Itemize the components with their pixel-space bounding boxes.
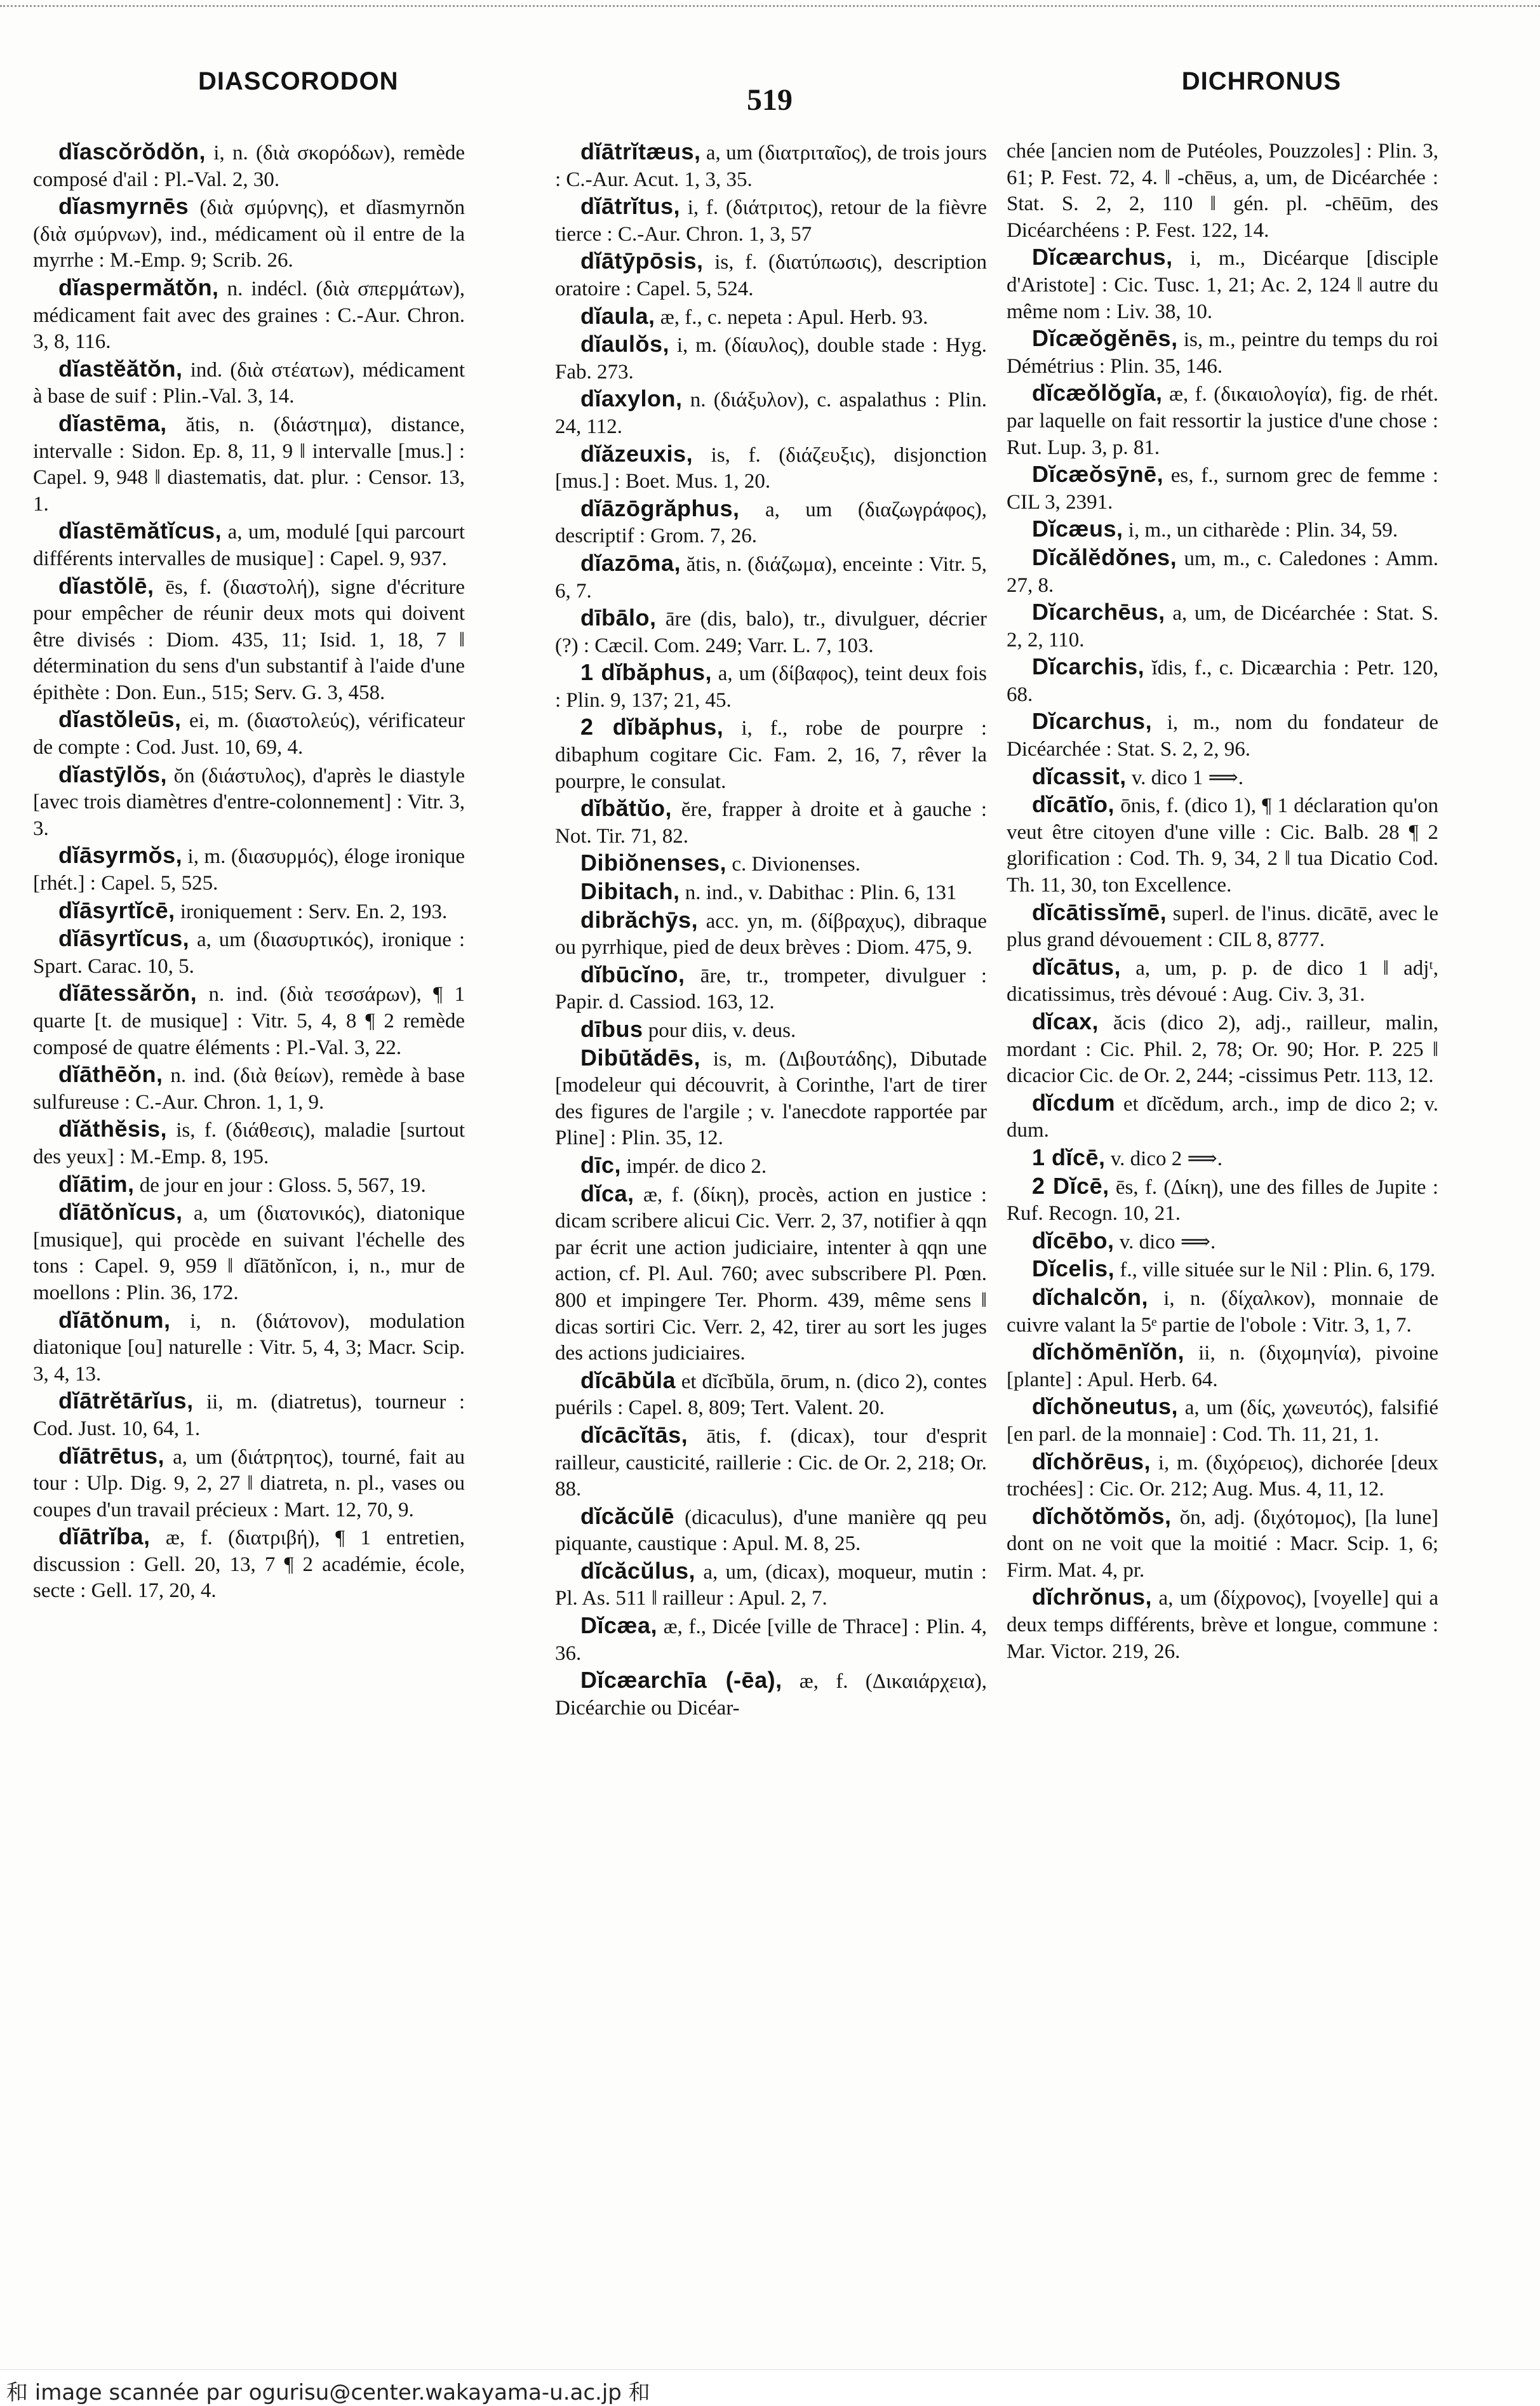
entry-headword: dĭātrĭtus,: [580, 193, 681, 220]
entry-definition: superl. de l'inus. dicātē, avec le plus grand dévouement : CIL 8, 8777.: [1007, 902, 1438, 952]
entry-definition: ĕre, frapper à droite et à gauche : Not. Tir. 71, 82.: [555, 798, 987, 848]
dictionary-entry: [33, 573, 465, 707]
entry-headword: Dibiŏnenses,: [580, 850, 727, 876]
entry-definition: æ, f., Dicée [ville de Thrace] : Plin. 4, 36.: [555, 1615, 987, 1665]
dictionary-entry: [33, 980, 465, 1061]
entry-definition: n. ind. (διὰ τεσσάρων), ¶ 1 quarte [t. de musique] : Vitr. 5, 4, 8 ¶ 2 remède composé de quatre éléments : Pl.-Val. 3, 22.: [33, 983, 465, 1059]
dictionary-entry: [555, 850, 987, 878]
dictionary-entry: [555, 659, 987, 714]
entry-definition: c. Divionenses.: [726, 853, 860, 876]
dictionary-entry: [555, 385, 987, 440]
entry-definition: i, n. (δίχαλκον), monnaie de cuivre valant la 5ᵉ partie de l'obole : Vitr. 3, 1, 7.: [1007, 1287, 1438, 1337]
entry-headword: dĭbūcĭno,: [580, 961, 685, 987]
entry-headword: dĭāsyrtĭcus,: [58, 925, 190, 952]
entry-definition: i, m., nom du fondateur de Dicéarchée : Stat. S. 2, 2, 96.: [1007, 711, 1438, 761]
entry-headword: dibrăchȳs,: [580, 906, 699, 933]
dictionary-entry: [1007, 653, 1438, 708]
entry-headword: 2 Dĭcē,: [1032, 1172, 1109, 1199]
dictionary-entry: [33, 1307, 465, 1388]
dictionary-entry: [1007, 708, 1438, 763]
entry-headword: dĭcæŏlŏgĭa,: [1032, 380, 1163, 406]
entry-definition: æ, f. (δίκη), procès, action en justice : dicam scribere alicui Cic. Verr. 2, 37, notifier à qqn par écrit une action judiciaire, intenter à qqn une action, cf. Pl. Aul. 760; avec subscribere Pl. Pœn. 800 et impingere Ter. Phorm. 439, même sens ‖ dicas sortiri Cic. Verr. 2, 42, tirer au sort les juges des actions judiciaires.: [555, 1183, 987, 1365]
dictionary-entry: [555, 1367, 987, 1422]
entry-definition: pour diis, v. deus.: [643, 1019, 796, 1042]
entry-headword: dĭca,: [580, 1180, 634, 1206]
entry-headword: dĭaula,: [580, 302, 655, 329]
entry-headword: 1 dĭcē,: [1032, 1144, 1106, 1170]
entry-definition: a, um (διατονικός), diatonique [musique], qui procède en suivant l'échelle des tons : Capel. 9, 959 ‖ dĭātŏnĭcon, i, n., mur de moellons : Plin. 36, 172.: [33, 1202, 465, 1304]
entry-definition: ironiquement : Serv. En. 2, 193.: [175, 900, 448, 923]
entry-headword: dĭāsyrmŏs,: [58, 842, 183, 869]
dictionary-entry: [555, 1180, 987, 1367]
dictionary-entry: [33, 518, 465, 572]
entry-headword: dīc,: [580, 1151, 622, 1178]
right-running-head: DICHRONUS: [1181, 67, 1341, 95]
entry-headword: dĭcax,: [1032, 1008, 1099, 1034]
entry-headword: dĭcātĭo,: [1032, 791, 1115, 818]
entry-definition: a, um, modulé [qui parcourt différents intervalles de musique] : Capel. 9, 937.: [33, 521, 465, 570]
dictionary-entry: [1007, 1503, 1438, 1584]
dictionary-entry: [555, 550, 987, 605]
dictionary-entry: [555, 795, 987, 850]
dictionary-entry: [1007, 1448, 1438, 1503]
dictionary-entry: [1007, 1090, 1438, 1144]
dictionary-entry: [33, 1523, 465, 1605]
entry-headword: dĭăzeuxis,: [580, 440, 693, 467]
entry-headword: Dĭcæŏsȳnē,: [1032, 461, 1164, 488]
entry-definition: ĭdis, f., c. Dicæarchia : Petr. 120, 68.: [1007, 657, 1438, 706]
entry-headword: dĭātessărŏn,: [58, 980, 198, 1006]
dictionary-column-2: [555, 138, 987, 1721]
entry-definition: n. (διάξυλον), c. aspalathus : Plin. 24, 112.: [555, 389, 987, 438]
entry-definition: æ, f., c. nepeta : Apul. Herb. 93.: [655, 305, 928, 329]
dictionary-entry: [1007, 791, 1438, 899]
entry-headword: dĭātrĭba,: [58, 1523, 151, 1550]
entry-headword: dĭcācĭtās,: [580, 1421, 688, 1448]
entry-definition: is, m. (Διβουτάδης), Dibutade [modeleur qui découvrit, à Corinthe, l'art de tirer des figures de l'argile ; v. l'anecdote rapportée par Pline] : Plin. 35, 12.: [555, 1047, 987, 1150]
entry-headword: dĭazōma,: [580, 549, 681, 576]
left-running-head: DIASCORODON: [198, 67, 399, 95]
entry-definition: es, f., surnom grec de femme : CIL 3, 2391.: [1007, 464, 1438, 514]
dictionary-entry: [33, 1443, 465, 1524]
entry-definition: a, um (διατριταῖος), de trois jours : C.-Aur. Acut. 1, 3, 35.: [555, 142, 987, 191]
dictionary-entry: [33, 897, 465, 926]
entry-headword: dĭchalcŏn,: [1032, 1283, 1149, 1310]
scan-credit-text: 和 image scannée par ogurisu@center.wakayama-u.ac.jp 和: [6, 2380, 650, 2405]
entry-definition: acc. yn, m. (δίβραχυς), dibraque ou pyrrhique, pied de deux brèves : Diom. 475, 9.: [555, 909, 987, 959]
entry-headword: dĭchrŏnus,: [1032, 1584, 1153, 1610]
entry-definition: æ, f. (διατριβή), ¶ 1 entretien, discussion : Gell. 20, 13, 7 ¶ 2 académie, école, secte : Gell. 17, 20, 4.: [33, 1527, 465, 1603]
dictionary-entry: [1007, 599, 1438, 653]
dictionary-entry: [1007, 516, 1438, 544]
entry-headword: dĭastĕătŏn,: [58, 355, 183, 382]
dictionary-entry: [33, 193, 465, 274]
dictionary-entry: [33, 1116, 465, 1170]
entry-headword: dĭātȳpōsis,: [580, 248, 704, 274]
entry-headword: Dĭcălĕdŏnes,: [1032, 544, 1177, 570]
dictionary-entry: [33, 274, 465, 356]
dictionary-entry: [555, 878, 987, 907]
dictionary-entry: [1007, 244, 1438, 325]
entry-headword: dĭāthēŏn,: [58, 1061, 163, 1088]
entry-headword: dĭcăcŭlus,: [580, 1557, 696, 1584]
entry-headword: Dĭcæarchus,: [1032, 244, 1173, 271]
entry-headword: 2 dĭbăphus,: [580, 714, 724, 740]
entry-headword: dībālo,: [580, 605, 657, 631]
entry-definition: de jour en jour : Gloss. 5, 567, 19.: [134, 1173, 426, 1197]
dictionary-entry: [1007, 1008, 1438, 1090]
dictionary-entry: [555, 605, 987, 659]
dictionary-entry: [555, 1667, 987, 1721]
entry-headword: Dĭcelis,: [1032, 1255, 1115, 1282]
dictionary-entry: [555, 1612, 987, 1667]
dictionary-entry: [33, 706, 465, 761]
entry-headword: dĭcdum: [1032, 1089, 1116, 1116]
entry-definition: ii, n. (διχομηνία), pivoine [plante] : Apul. Herb. 64.: [1007, 1342, 1438, 1391]
entry-definition: a, um (διασυρτικός), ironique : Spart. Carac. 10, 5.: [33, 928, 465, 978]
entry-headword: dĭcassit,: [1032, 763, 1127, 789]
dictionary-entry: [33, 410, 465, 518]
entry-headword: dĭastēma,: [58, 410, 167, 436]
entry-definition: a, um, (dicax), moqueur, mutin : Pl. As. 511 ‖ railleur : Apul. 2, 7.: [555, 1560, 987, 1610]
entry-definition: a, um (διαζωγράφος), descriptif : Grom. 7, 26.: [555, 498, 987, 548]
dictionary-entry: [555, 495, 987, 550]
entry-definition: is, m., peintre du temps du roi Démétrius : Plin. 35, 146.: [1007, 328, 1438, 378]
entry-definition: ii, m. (diatretus), tourneur : Cod. Just. 10, 64, 1.: [33, 1391, 465, 1440]
dictionary-entry: [555, 714, 987, 795]
entry-definition: a, um, de Dicéarchée : Stat. S. 2, 2, 110.: [1007, 602, 1438, 652]
dictionary-column-3: [1007, 138, 1438, 1665]
entry-definition: æ, f. (δικαιολογία), fig. de rhét. par laquelle on fait ressortir la justice d'une chose : Rut. Lup. 3, p. 81.: [1007, 383, 1438, 459]
entry-headword: Dĭcæarchīa (-ēa),: [580, 1667, 782, 1694]
dictionary-entry: [555, 907, 987, 961]
dictionary-entry: [1007, 954, 1438, 1008]
entry-headword: dĭāsyrtĭcē,: [58, 897, 175, 923]
entry-definition: a, um (δίς, χωνευτός), falsifié [en parl. de la monnaie] : Cod. Th. 11, 21, 1.: [1007, 1396, 1438, 1446]
dictionary-entry: [555, 1045, 987, 1152]
entry-headword: dĭaspermătŏn,: [58, 274, 219, 300]
dictionary-entry: [1007, 1393, 1438, 1448]
entry-headword: dĭaxylon,: [580, 385, 683, 412]
entry-definition: i, m. (διχόρειος), dichorée [deux trochées] : Cic. Or. 212; Aug. Mus. 4, 11, 12.: [1007, 1451, 1438, 1501]
dictionary-entry: [1007, 1173, 1438, 1227]
entry-headword: Dĭcarchis,: [1032, 653, 1145, 680]
dictionary-entry: [555, 1152, 987, 1180]
dictionary-entry: [1007, 1255, 1438, 1284]
entry-headword: 1 dĭbăphus,: [580, 659, 712, 686]
dictionary-entry: [555, 248, 987, 302]
entry-definition: ēs, f. (διαστολή), signe d'écriture pour empêcher de réunir deux mots qui doivent être divisés : Diom. 435, 11; Isid. 1, 18, 7 ‖ détermination du sens d'un substantif à l'aide d'une épithète : Don. Eun., 515; Serv. G. 3, 458.: [33, 575, 465, 704]
dictionary-entry: [33, 138, 465, 193]
entry-headword: dĭcăcŭlē: [580, 1502, 675, 1529]
entry-definition: ătis, n. (διάζωμα), enceinte : Vitr. 5, 6, 7.: [555, 552, 987, 603]
entry-definition: impér. de dico 2.: [621, 1154, 767, 1178]
entry-definition: ŏn, adj. (διχότομος), [la lune] dont on ne voit que la moitié : Macr. Scip. 1, 6; Firm. Mat. 4, pr.: [1007, 1506, 1438, 1582]
entry-headword: dĭastŏleūs,: [58, 706, 182, 733]
dictionary-column-1: [33, 138, 465, 1605]
entry-definition: i, f., robe de pourpre : dibaphum cogitare Cic. Fam. 2, 16, 7, rêver la pourpre, le consulat.: [555, 717, 987, 793]
dictionary-entry: [1007, 1144, 1438, 1173]
dictionary-entry: [1007, 380, 1438, 461]
scan-credit-footer: [0, 2369, 1540, 2405]
dictionary-entry: [1007, 325, 1438, 380]
entry-definition: et dĭcĕdum, arch., imp de dico 2; v. dum.: [1007, 1092, 1438, 1142]
entry-definition: v. dico 2 ⟹.: [1105, 1147, 1223, 1170]
entry-headword: dĭcābŭla: [580, 1367, 676, 1393]
entry-definition: um, m., c. Caledones : Amm. 27, 8.: [1007, 547, 1438, 597]
entry-definition: chée [ancien nom de Putéoles, Pouzzoles] : Plin. 3, 61; P. Fest. 72, 4. ‖ -chēus, a, um, de Dicéarchée : Stat. S. 2, 2, 110 ‖ gén. pl. -chēūm, des Dicéarchéens : P. Fest. 122, 14.: [1007, 140, 1438, 242]
dictionary-entry: [1007, 1584, 1438, 1665]
entry-definition: ei, m. (διαστολεύς), vérificateur de compte : Cod. Just. 10, 69, 4.: [33, 709, 465, 759]
entry-definition: a, um (δίβαφος), teint deux fois : Plin. 9, 137; 21, 45.: [555, 662, 988, 712]
entry-definition: n. indécl. (διὰ σπερμάτων), médicament fait avec des graines : C.-Aur. Chron. 3, 8, 116.: [33, 277, 465, 354]
dictionary-entry: [555, 961, 987, 1016]
entry-definition: (dicaculus), d'une manière qq peu piquante, caustique : Apul. M. 8, 25.: [555, 1506, 987, 1556]
entry-definition: ŏn (διάστυλος), d'après le diastyle [avec trois diamètres d'entre-colonnement] : Vitr. 3, 3.: [33, 764, 465, 840]
entry-definition: a, um (δίχρονος), [voyelle] qui a deux temps différents, brève et longue, commune : Mar. Victor. 219, 26.: [1007, 1587, 1438, 1663]
entry-headword: dĭchŏtŏmŏs,: [1032, 1502, 1172, 1529]
entry-headword: dĭcātus,: [1032, 953, 1122, 980]
entry-headword: dĭāzōgrăphus,: [580, 495, 740, 521]
entry-definition: v. dico 1 ⟹.: [1126, 766, 1244, 789]
entry-headword: dĭchŏneutus,: [1032, 1393, 1178, 1420]
dictionary-entry: [555, 441, 987, 495]
entry-definition: i, n. (διάτονον), modulation diatonique [ou] naturelle : Vitr. 5, 4, 3; Macr. Scip. 3, 4, 13.: [33, 1309, 465, 1386]
page-header: [198, 67, 1341, 118]
entry-definition: i, n. (διὰ σκορόδων), remède composé d'ail : Pl.-Val. 2, 30.: [33, 142, 465, 191]
dictionary-entry: [1007, 544, 1438, 599]
dictionary-entry: [33, 925, 465, 980]
entry-definition: is, f. (διάθεσις), maladie [surtout des yeux] : M.-Emp. 8, 195.: [33, 1119, 465, 1168]
dictionary-entry: [1007, 1339, 1438, 1393]
entry-headword: dĭātim,: [58, 1170, 135, 1197]
entry-definition: i, f. (διάτριτος), retour de la fièvre tierce : C.-Aur. Chron. 1, 3, 57: [555, 196, 987, 246]
dictionary-entry: [1007, 461, 1438, 516]
entry-definition: æ, f. (Δικαιάρχεια), Dicéarchie ou Dicéar-: [555, 1670, 987, 1720]
entry-headword: dĭātrĭtæus,: [580, 138, 701, 164]
entry-definition: et dĭcĭbŭla, ōrum, n. (dico 2), contes puérils : Capel. 8, 809; Tert. Valent. 20.: [555, 1370, 987, 1420]
entry-headword: Dibitach,: [580, 878, 680, 905]
dictionary-entry: [1007, 763, 1438, 792]
entry-headword: dĭastȳlŏs,: [58, 761, 168, 787]
entry-headword: dĭchŏmēnĭŏn,: [1032, 1339, 1184, 1365]
entry-headword: dĭăthĕsis,: [58, 1116, 168, 1142]
dictionary-entry: [555, 303, 987, 331]
dictionary-entry: [33, 842, 465, 897]
entry-headword: dĭastŏlē,: [58, 572, 154, 599]
entry-definition: i, m., Dicéarque [disciple d'Aristote] : Cic. Tusc. 1, 21; Ac. 2, 124 ‖ autre du même nom : Liv. 38, 10.: [1007, 247, 1438, 323]
entry-headword: dībus: [580, 1016, 643, 1042]
entry-definition: ind. (διὰ στέατων), médicament à base de suif : Plin.-Val. 3, 14.: [33, 358, 465, 408]
dictionary-entry: [33, 1387, 465, 1442]
entry-definition: n. ind. (διὰ θείων), remède à base sulfureuse : C.-Aur. Chron. 1, 1, 9.: [33, 1064, 465, 1114]
entry-definition: n. ind., v. Dabithac : Plin. 6, 131: [680, 881, 957, 905]
dictionary-entry: [33, 1171, 465, 1200]
entry-headword: Dĭcarchus,: [1032, 708, 1153, 735]
dictionary-entry: [555, 1558, 987, 1612]
dictionary-entry: [555, 331, 987, 385]
dictionary-entry: [1007, 1284, 1438, 1339]
entry-definition: i, m. (δίαυλος), double stade : Hyg. Fab. 273.: [555, 334, 987, 384]
dictionary-entry: [555, 138, 987, 193]
entry-headword: dĭbătŭo,: [580, 795, 672, 822]
dictionary-entry: [33, 1199, 465, 1306]
entry-definition: āre (dis, balo), tr., divulguer, décrier (?) : Cæcil. Com. 249; Varr. L. 7, 103.: [555, 608, 987, 657]
dictionary-entry: [555, 193, 987, 248]
dictionary-entry: [1007, 899, 1438, 954]
entry-definition: i, m., un citharède : Plin. 34, 59.: [1123, 519, 1398, 542]
entry-headword: dĭātrētus,: [58, 1442, 165, 1469]
page-number: 519: [747, 83, 793, 117]
entry-headword: Dĭcæŏgĕnēs,: [1032, 325, 1178, 352]
entry-definition: ăcis (dico 2), adj., railleur, malin, mordant : Cic. Phil. 2, 78; Or. 90; Hor. P. 225 ‖ dicacior Cic. de Or. 2, 244; -cissimus Petr. 113, 12.: [1007, 1012, 1438, 1088]
dictionary-entry: [1007, 1227, 1438, 1256]
entry-headword: dĭātŏnum,: [58, 1306, 171, 1333]
entry-definition: āre, tr., trompeter, divulguer : Papir. d. Cassiod. 163, 12.: [555, 964, 987, 1014]
dictionary-entry: [555, 1016, 987, 1045]
entry-definition: ōnis, f. (dico 1), ¶ 1 déclaration qu'on veut être citoyen d'une ville : Cic. Balb. 28 ¶ 2 glorification : Cod. Th. 9, 34, 2 ‖ tua Dicatio Cod. Th. 11, 30, ton Excellence.: [1007, 794, 1438, 897]
entry-definition: ēs, f. (Δίκη), une des filles de Jupite : Ruf. Recogn. 10, 21.: [1007, 1175, 1438, 1226]
entry-headword: dĭaulŏs,: [580, 331, 670, 358]
entry-definition: a, um (διάτρητος), tourné, fait au tour : Ulp. Dig. 9, 2, 27 ‖ diatreta, n. pl., vases ou coupes d'un travail précieux : Mart. 12, 70, 9.: [33, 1445, 465, 1521]
entry-definition: is, f. (διατύπωσις), description oratoire : Capel. 5, 524.: [555, 251, 987, 300]
dictionary-entry: [33, 761, 465, 843]
entry-definition: ātis, f. (dicax), tour d'esprit railleur, causticité, raillerie : Cic. de Or. 2, 218; Or. 88.: [555, 1424, 987, 1501]
entry-definition: f., ville située sur le Nil : Plin. 6, 179.: [1115, 1259, 1436, 1282]
dictionary-entry: [1007, 138, 1438, 244]
top-dotted-rule: [0, 5, 1540, 7]
entry-headword: dĭātrĕtārĭus,: [58, 1387, 194, 1414]
entry-definition: is, f. (διάζευξις), disjonction [mus.] : Boet. Mus. 1, 20.: [555, 443, 987, 493]
entry-headword: dĭchŏrēus,: [1032, 1448, 1151, 1474]
entry-definition: (διὰ σμύρνης), et dĭasmyrnŏn (διὰ σμύρνων), ind., médicament où il entre de la myrrhe : M.-Emp. 9; Scrib. 26.: [33, 196, 465, 272]
entry-definition: ătis, n. (διάστημα), distance, intervalle : Sidon. Ep. 8, 11, 9 ‖ intervalle [mus.] : Capel. 9, 948 ‖ diastematis, dat. plur. : Censor. 13, 1.: [33, 413, 465, 516]
dictionary-entry: [555, 1422, 987, 1503]
entry-headword: dĭascŏrŏdŏn,: [58, 138, 206, 164]
entry-headword: Dĭcæus,: [1032, 516, 1123, 542]
entry-headword: Dĭcæa,: [580, 1612, 658, 1639]
entry-headword: dĭasmyrnēs: [58, 193, 189, 220]
dictionary-entry: [555, 1503, 987, 1558]
entry-headword: dĭcēbo,: [1032, 1227, 1115, 1253]
entry-definition: v. dico ⟹.: [1114, 1230, 1216, 1253]
entry-headword: Dĭcarchēus,: [1032, 599, 1165, 625]
entry-headword: dĭātŏnĭcus,: [58, 1199, 183, 1226]
dictionary-entry: [33, 356, 465, 410]
entry-definition: i, m. (διασυρμός), éloge ironique [rhét.] : Capel. 5, 525.: [33, 845, 465, 895]
entry-headword: dĭcātissĭmē,: [1032, 899, 1167, 925]
entry-definition: a, um, p. p. de dico 1 ‖ adjᵗ, dicatissimus, très dévoué : Aug. Civ. 3, 31.: [1007, 956, 1438, 1006]
entry-headword: Dibūtădēs,: [580, 1044, 701, 1071]
dictionary-entry: [33, 1061, 465, 1116]
entry-headword: dĭastēmătĭcus,: [58, 518, 222, 544]
